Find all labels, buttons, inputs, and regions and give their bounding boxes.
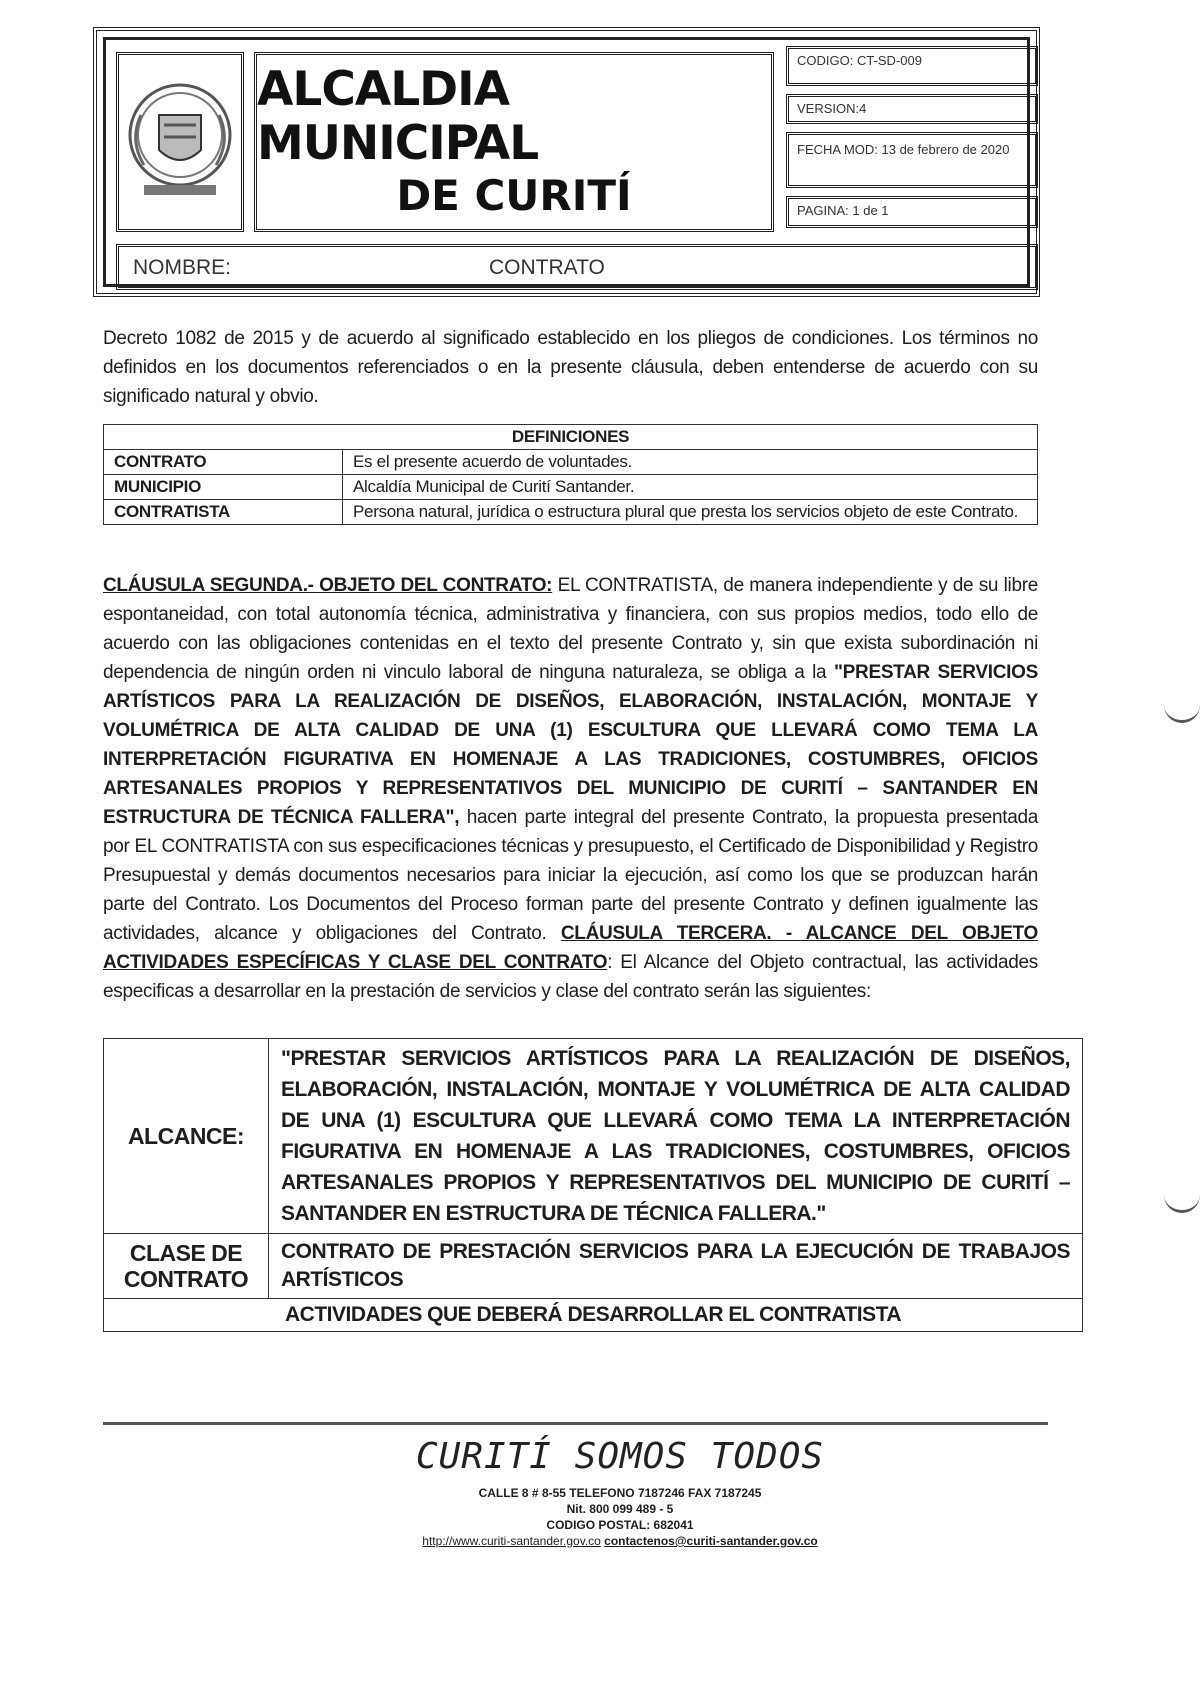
definitions-table xyxy=(103,424,1038,525)
clause-three-heading: CLÁUSULA TERCERA. - ALCANCE DEL OBJETO ACTIVIDADES ESPECÍFICAS Y CLASE DEL CONTRATO xyxy=(103,923,1038,973)
definition-term: CONTRATO xyxy=(104,450,343,475)
intro-paragraph: Decreto 1082 de 2015 y de acuerdo al significado establecido en los pliegos de condiciones. Los términos no definidos en los documentos referenciados o en la presente cláusula, deben entenderse de acuerdo con su significado natural y obvio. xyxy=(103,328,1038,407)
title-line-2: DE CURITÍ xyxy=(396,171,632,220)
definition-text: Persona natural, jurídica o estructura plural que presta los servicios objeto de este Contrato. xyxy=(343,500,1038,525)
scope-table xyxy=(103,1038,1083,1332)
alcance-value: "PRESTAR SERVICIOS ARTÍSTICOS PARA LA REALIZACIÓN DE DISEÑOS, ELABORACIÓN, INSTALACIÓN, MONTAJE Y VOLUMÉTRICA DE ALTA CALIDAD DE UNA (1) ESCULTURA QUE LLEVARÁ COMO TEMA LA INTERPRETACIÓN FIGURATIVA EN HOMENAJE A LAS TRADICIONES, COSTUMBRES, OFICIOS ARTESANALES PROPIOS Y REPRESENTATIVOS DEL MUNICIPIO DE CURITÍ – SANTANDER EN ESTRUCTURA DE TÉCNICA FALLERA." xyxy=(269,1039,1083,1234)
document-header xyxy=(93,27,1040,297)
alcance-label: ALCANCE: xyxy=(104,1039,269,1234)
codigo-field: CODIGO: CT-SD-009 xyxy=(786,46,1038,86)
actividades-heading: ACTIVIDADES QUE DEBERÁ DESARROLLAR EL CONTRATISTA xyxy=(104,1299,1083,1332)
title-box xyxy=(254,52,774,232)
footer-postal: CODIGO POSTAL: 682041 xyxy=(546,1518,694,1532)
footer-contact xyxy=(0,1534,1200,1548)
fecha-field: FECHA MOD: 13 de febrero de 2020 xyxy=(786,132,1038,188)
definition-term: MUNICIPIO xyxy=(104,475,343,500)
nombre-label: NOMBRE: xyxy=(133,256,232,279)
definition-text: Alcaldía Municipal de Curití Santander. xyxy=(343,475,1038,500)
scan-hole-mark xyxy=(1164,1180,1200,1213)
title-line-1: ALCALDIA MUNICIPAL xyxy=(257,62,539,171)
footer-nit: Nit. 800 099 489 - 5 xyxy=(566,1502,674,1516)
version-field: VERSION:4 xyxy=(786,94,1038,124)
definition-text: Es el presente acuerdo de voluntades. xyxy=(343,450,1038,475)
footer-email-link[interactable]: contactenos@curiti-santander.gov.co xyxy=(604,1534,818,1548)
table-row xyxy=(104,475,1038,500)
table-row xyxy=(104,500,1038,525)
clause-two-paragraph xyxy=(103,571,1038,1006)
clause-two-heading: CLÁUSULA SEGUNDA.- OBJETO DEL CONTRATO: xyxy=(103,575,553,596)
clause-two-text-continued: hacen parte integral del presente Contrato, la propuesta presentada por EL CONTRATISTA con sus especificaciones técnicas y presupuesto, el Certificado de Disponibilidad y Registro Presupuestal y demás documentos necesarios para iniciar la ejecución, así como los que se produzcan harán parte del Contrato. Los Documentos del Proceso forman parte del presente Contrato y definen igualmente las actividades, alcance y obligaciones del Contrato. xyxy=(103,807,1038,944)
footer-rule xyxy=(103,1422,1048,1425)
definition-term: CONTRATISTA xyxy=(104,500,343,525)
pagina-field: PAGINA: 1 de 1 xyxy=(786,196,1038,228)
table-row xyxy=(104,1039,1083,1234)
nombre-row xyxy=(116,244,1038,290)
footer-motto: CURITÍ SOMOS TODOS xyxy=(415,1436,825,1477)
table-row xyxy=(104,1299,1083,1332)
clase-label: CLASE DE CONTRATO xyxy=(104,1234,269,1299)
contract-object: "PRESTAR SERVICIOS ARTÍSTICOS PARA LA REALIZACIÓN DE DISEÑOS, ELABORACIÓN, INSTALACIÓN, MONTAJE Y VOLUMÉTRICA DE ALTA CALIDAD DE UNA (1) ESCULTURA QUE LLEVARÁ COMO TEMA LA INTERPRETACIÓN FIGURATIVA EN HOMENAJE A LAS TRADICIONES, COSTUMBRES, OFICIOS ARTESANALES PROPIOS Y REPRESENTATIVOS DEL MUNICIPIO DE CURITÍ – SANTANDER EN ESTRUCTURA DE TÉCNICA FALLERA", xyxy=(103,662,1038,828)
municipal-seal-icon xyxy=(119,55,241,229)
definitions-heading: DEFINICIONES xyxy=(104,425,1038,450)
clause-two-text: EL CONTRATISTA, de manera independiente y de su libre espontaneidad, con total autonomía técnica, administrativa y financiera, con sus propios medios, todo ello de acuerdo con las obligaciones contenidas en el texto del presente Contrato y, sin que exista subordinación ni dependencia de ningún orden ni vinculo laboral de ninguna naturaleza, se obliga a la xyxy=(103,575,1039,683)
table-row xyxy=(104,450,1038,475)
header-frame xyxy=(103,37,1030,287)
footer-address: CALLE 8 # 8-55 TELEFONO 7187246 FAX 7187245 xyxy=(478,1486,762,1500)
table-row xyxy=(104,1234,1083,1299)
scan-hole-mark xyxy=(1164,690,1200,723)
municipal-seal-box xyxy=(116,52,244,232)
nombre-value: CONTRATO xyxy=(489,256,605,279)
clase-value: CONTRATO DE PRESTACIÓN SERVICIOS PARA LA EJECUCIÓN DE TRABAJOS ARTÍSTICOS xyxy=(269,1234,1083,1299)
clause-three-text: : El Alcance del Objeto contractual, las actividades especificas a desarrollar en la prestación de servicios y clase del contrato serán las siguientes: xyxy=(103,952,1038,1002)
footer-website-link[interactable]: http://www.curiti-santander.gov.co xyxy=(422,1534,601,1548)
